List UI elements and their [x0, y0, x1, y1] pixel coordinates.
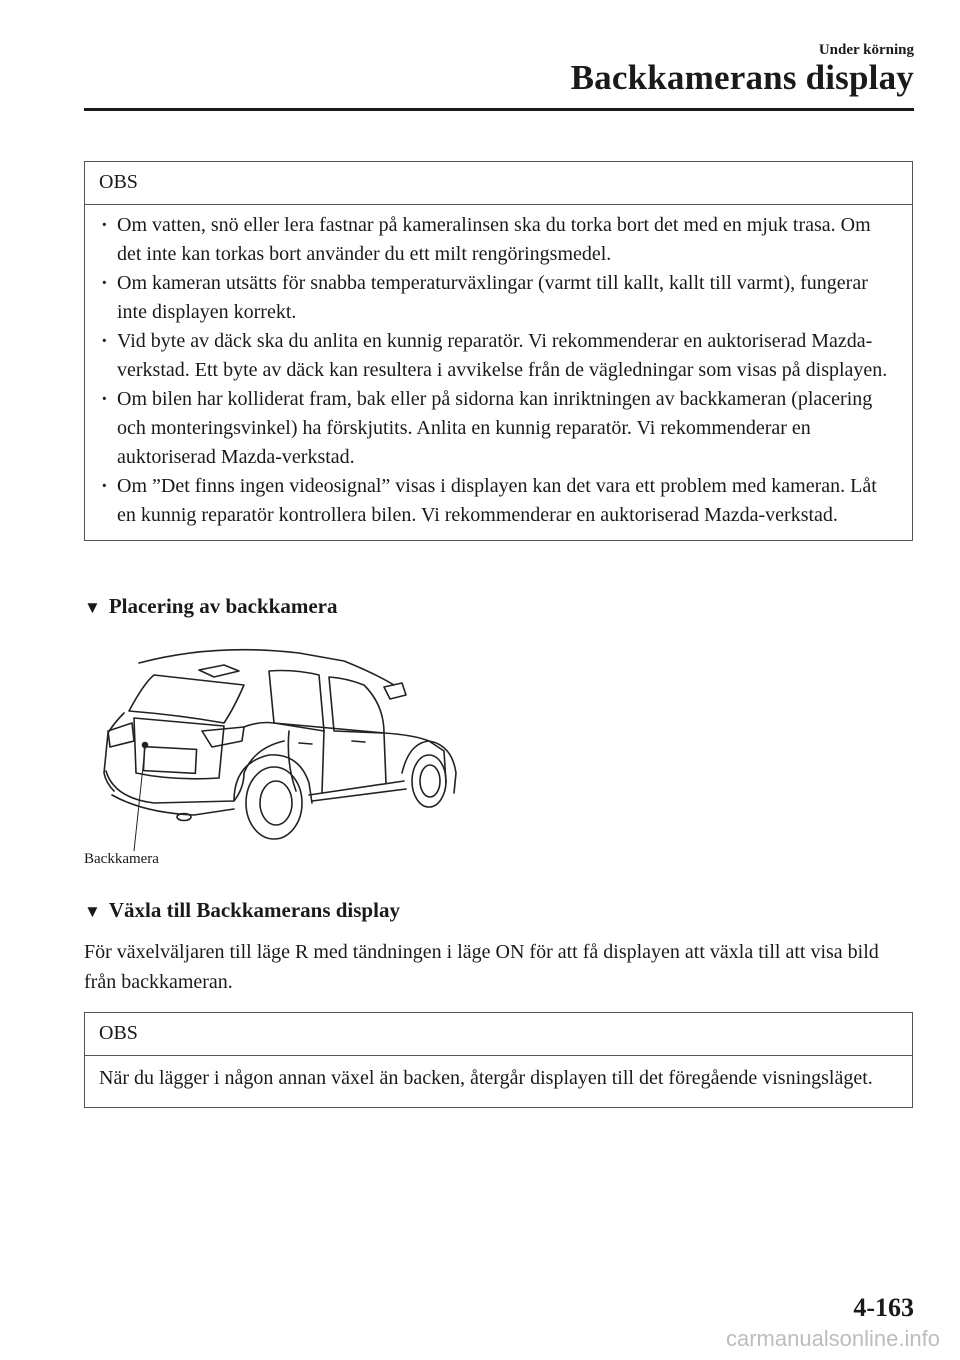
section-body: För växelväljaren till läge R med tändningen i läge ON för att få displayen att växla till att visa bild från backkameran. [84, 941, 879, 993]
section-title: Växla till Backkamerans display [108, 898, 400, 922]
note-box-2 [84, 1012, 913, 1108]
note-item: · Om bilen har kolliderat fram, bak eller på sidorna kan inriktningen av backkameran (placering och monteringsvinkel) ha förskjutits. Anlita en kunnig reparatör. Vi rekommenderar en auktoriserad Mazda-verkstad. [99, 385, 898, 472]
triangle-icon: ▼ [84, 598, 101, 617]
note-item: · Om kameran utsätts för snabba temperaturväxlingar (varmt till kallt, kallt till varmt), fungerar inte displayen korrekt. [99, 269, 898, 327]
car-rear-figure [84, 623, 474, 873]
watermark: carmanualsonline.info [725, 1326, 940, 1351]
section-title: Placering av backkamera [108, 594, 338, 618]
note-heading: OBS [85, 162, 912, 205]
car-illustration [84, 623, 474, 873]
section-heading-camera-location [84, 594, 337, 619]
triangle-icon: ▼ [84, 902, 101, 921]
figure-label-camera: Backkamera [84, 851, 159, 867]
page-number: 4-163 [853, 1293, 914, 1322]
note-body: När du lägger i någon annan växel än backen, återgår displayen till det föregående visningsläget. [99, 1067, 873, 1089]
note-box-1 [84, 161, 913, 541]
note-item: · Vid byte av däck ska du anlita en kunnig reparatör. Vi rekommenderar en auktoriserad Mazda-verkstad. Ett byte av däck kan resultera i avvikelse från de vägledningar som visas på displayen. [99, 327, 898, 385]
note-heading: OBS [85, 1013, 912, 1056]
section-heading-switch-display [84, 898, 400, 923]
note-item: · Om vatten, snö eller lera fastnar på kameralinsen ska du torka bort det med en mjuk trasa. Om det inte kan torkas bort använder du ett milt rengöringsmedel. [99, 211, 898, 269]
chapter-label: Under körning [818, 42, 914, 58]
note-item: · Om ”Det finns ingen videosignal” visas i displayen kan det vara ett problem med kameran. Låt en kunnig reparatör kontrollera bilen. Vi rekommenderar en auktoriserad Mazda-verkstad. [99, 472, 898, 530]
page-title: Backkamerans display [570, 58, 914, 97]
header-divider [84, 108, 914, 111]
note-body [85, 205, 912, 540]
